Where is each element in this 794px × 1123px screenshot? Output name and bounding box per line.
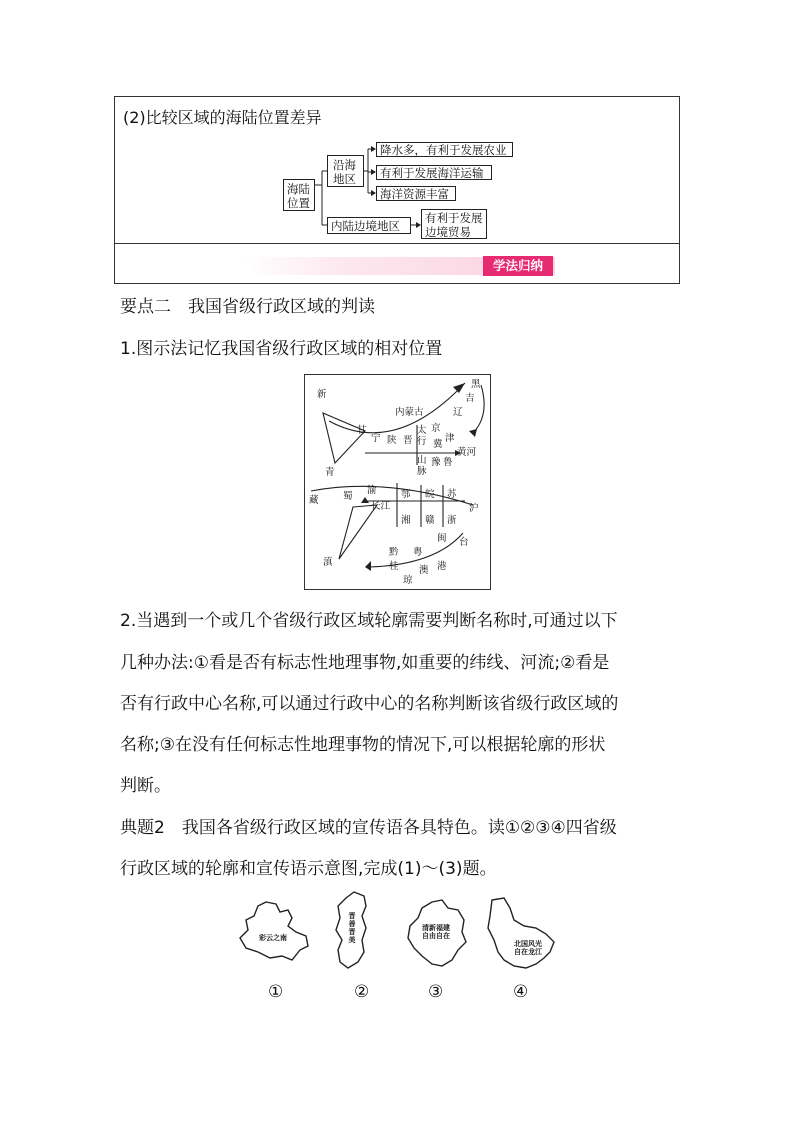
label-gang: 港 — [437, 561, 447, 572]
flow-effect-border-trade — [421, 209, 487, 239]
label-yue: 粤 — [413, 547, 423, 558]
flow-coastal-line1: 沿海 — [333, 158, 356, 172]
label-xin: 新 — [317, 389, 327, 400]
province-outline-4 — [484, 896, 558, 972]
label-huanghe: 黄河 — [457, 447, 477, 458]
label-liao: 辽 — [453, 407, 463, 418]
label-gui: 桂 — [389, 561, 399, 572]
label-taihang-3: 山 — [417, 455, 427, 466]
label-jing: 京 — [431, 423, 441, 434]
label-ao: 澳 — [419, 565, 429, 576]
flow-effect-rainfall: 降水多，有利于发展农业 — [376, 142, 513, 157]
figure-number-1: ① — [268, 982, 284, 1002]
slogan-4-line-1: 北国风光 — [514, 940, 542, 948]
label-ji: 吉 — [465, 393, 475, 404]
label-zang: 藏 — [309, 495, 319, 506]
slogan-2-char-1: 晋 — [348, 912, 356, 920]
summary-box — [114, 96, 680, 284]
slogan-3-line-1: 清新福建 — [422, 924, 450, 932]
label-qing: 青 — [325, 467, 335, 478]
slogan-2-char-3: 晋 — [348, 928, 356, 936]
label-wan: 皖 — [425, 489, 435, 500]
label-shaan: 陕 — [387, 435, 397, 446]
item-2-line-1: 2.当遇到一个或几个省级行政区域轮廓需要判断名称时,可通过以下 — [120, 611, 618, 631]
label-changjiang: 长江 — [371, 501, 391, 512]
label-gan: 甘 — [357, 425, 367, 436]
item-2-line-4: 名称;③在没有任何标志性地理事物的情况下,可以根据轮廓的形状 — [120, 735, 606, 755]
label-gan2: 赣 — [425, 515, 435, 526]
label-dian: 滇 — [323, 557, 333, 568]
label-jin2: 津 — [445, 433, 455, 444]
slogan-2 — [344, 912, 360, 944]
figure-number-2: ② — [354, 982, 370, 1002]
flow-inland-border-area: 内陆边境地区 — [327, 217, 411, 234]
label-min: 闽 — [437, 533, 447, 544]
figure-number-4: ④ — [513, 982, 529, 1002]
flow-root-line1: 海陆 — [287, 182, 310, 196]
slogan-2-char-2: 善 — [348, 920, 356, 928]
item-2-line-5: 判断。 — [120, 776, 171, 796]
box-title: (2)比较区域的海陆位置差异 — [123, 108, 322, 127]
flow-root-line2: 位置 — [287, 196, 310, 210]
label-ning: 宁 — [371, 433, 381, 444]
label-ji2: 冀 — [433, 439, 443, 450]
label-taihang-4: 脉 — [417, 466, 427, 477]
province-position-diagram — [304, 374, 491, 590]
label-hu: 沪 — [469, 503, 479, 514]
slogan-3 — [406, 924, 466, 940]
item-2-line-3: 否有行政中心名称,可以通过行政中心的名称判断该省级行政区域的 — [120, 694, 619, 714]
figure-number-3: ③ — [428, 982, 444, 1002]
slogan-4 — [500, 940, 556, 956]
province-outline-1 — [236, 898, 312, 964]
border-trade-line1: 有利于发展 — [425, 211, 483, 225]
label-yu2: 渝 — [367, 485, 377, 496]
item-2-line-2: 几种办法:①看是否有标志性地理事物,如重要的纬线、河流;②看是 — [120, 653, 610, 673]
item-1: 1.图示法记忆我国省级行政区域的相对位置 — [120, 339, 443, 359]
label-qian: 黔 — [389, 547, 399, 558]
slogan-4-line-2: 自在龙江 — [514, 948, 542, 956]
label-shu: 蜀 — [343, 491, 353, 502]
label-qiong: 琼 — [403, 575, 413, 586]
border-trade-line2: 边境贸易 — [425, 225, 471, 239]
label-lu: 鲁 — [443, 457, 453, 468]
flow-effect-marine-resources: 海洋资源丰富 — [376, 186, 456, 201]
label-yu: 豫 — [431, 457, 441, 468]
example-line-1: 典题2 我国各省级行政区域的宣传语各具特色。读①②③④四省级 — [120, 818, 617, 838]
label-xiang: 湘 — [401, 515, 411, 526]
flow-root-sea-land-position — [283, 179, 315, 211]
slogan-2-char-4: 美 — [348, 936, 356, 944]
label-su: 苏 — [447, 489, 457, 500]
label-neimeng: 内蒙古 — [395, 407, 424, 418]
box-divider — [115, 243, 679, 244]
label-tai: 台 — [459, 537, 469, 548]
flow-coastal-line2: 地区 — [333, 172, 356, 186]
slogan-1: 彩云之南 — [259, 934, 287, 942]
label-taihang-2: 行 — [417, 436, 427, 447]
section-heading: 要点二 我国省级行政区域的判读 — [120, 297, 375, 317]
flow-effect-shipping: 有利于发展海洋运输 — [376, 165, 492, 180]
label-hei: 黑 — [471, 379, 481, 390]
label-e: 鄂 — [401, 489, 411, 500]
slogan-3-line-2: 自由自在 — [422, 932, 450, 940]
example-line-2: 行政区域的轮廓和宣传语示意图,完成(1)～(3)题。 — [120, 859, 497, 879]
method-summary-badge: 学法归纳 — [483, 256, 553, 276]
label-zhe: 浙 — [447, 515, 457, 526]
label-jin: 晋 — [403, 435, 413, 446]
label-taihang-1: 太 — [417, 425, 427, 436]
flow-coastal-area — [327, 155, 364, 187]
